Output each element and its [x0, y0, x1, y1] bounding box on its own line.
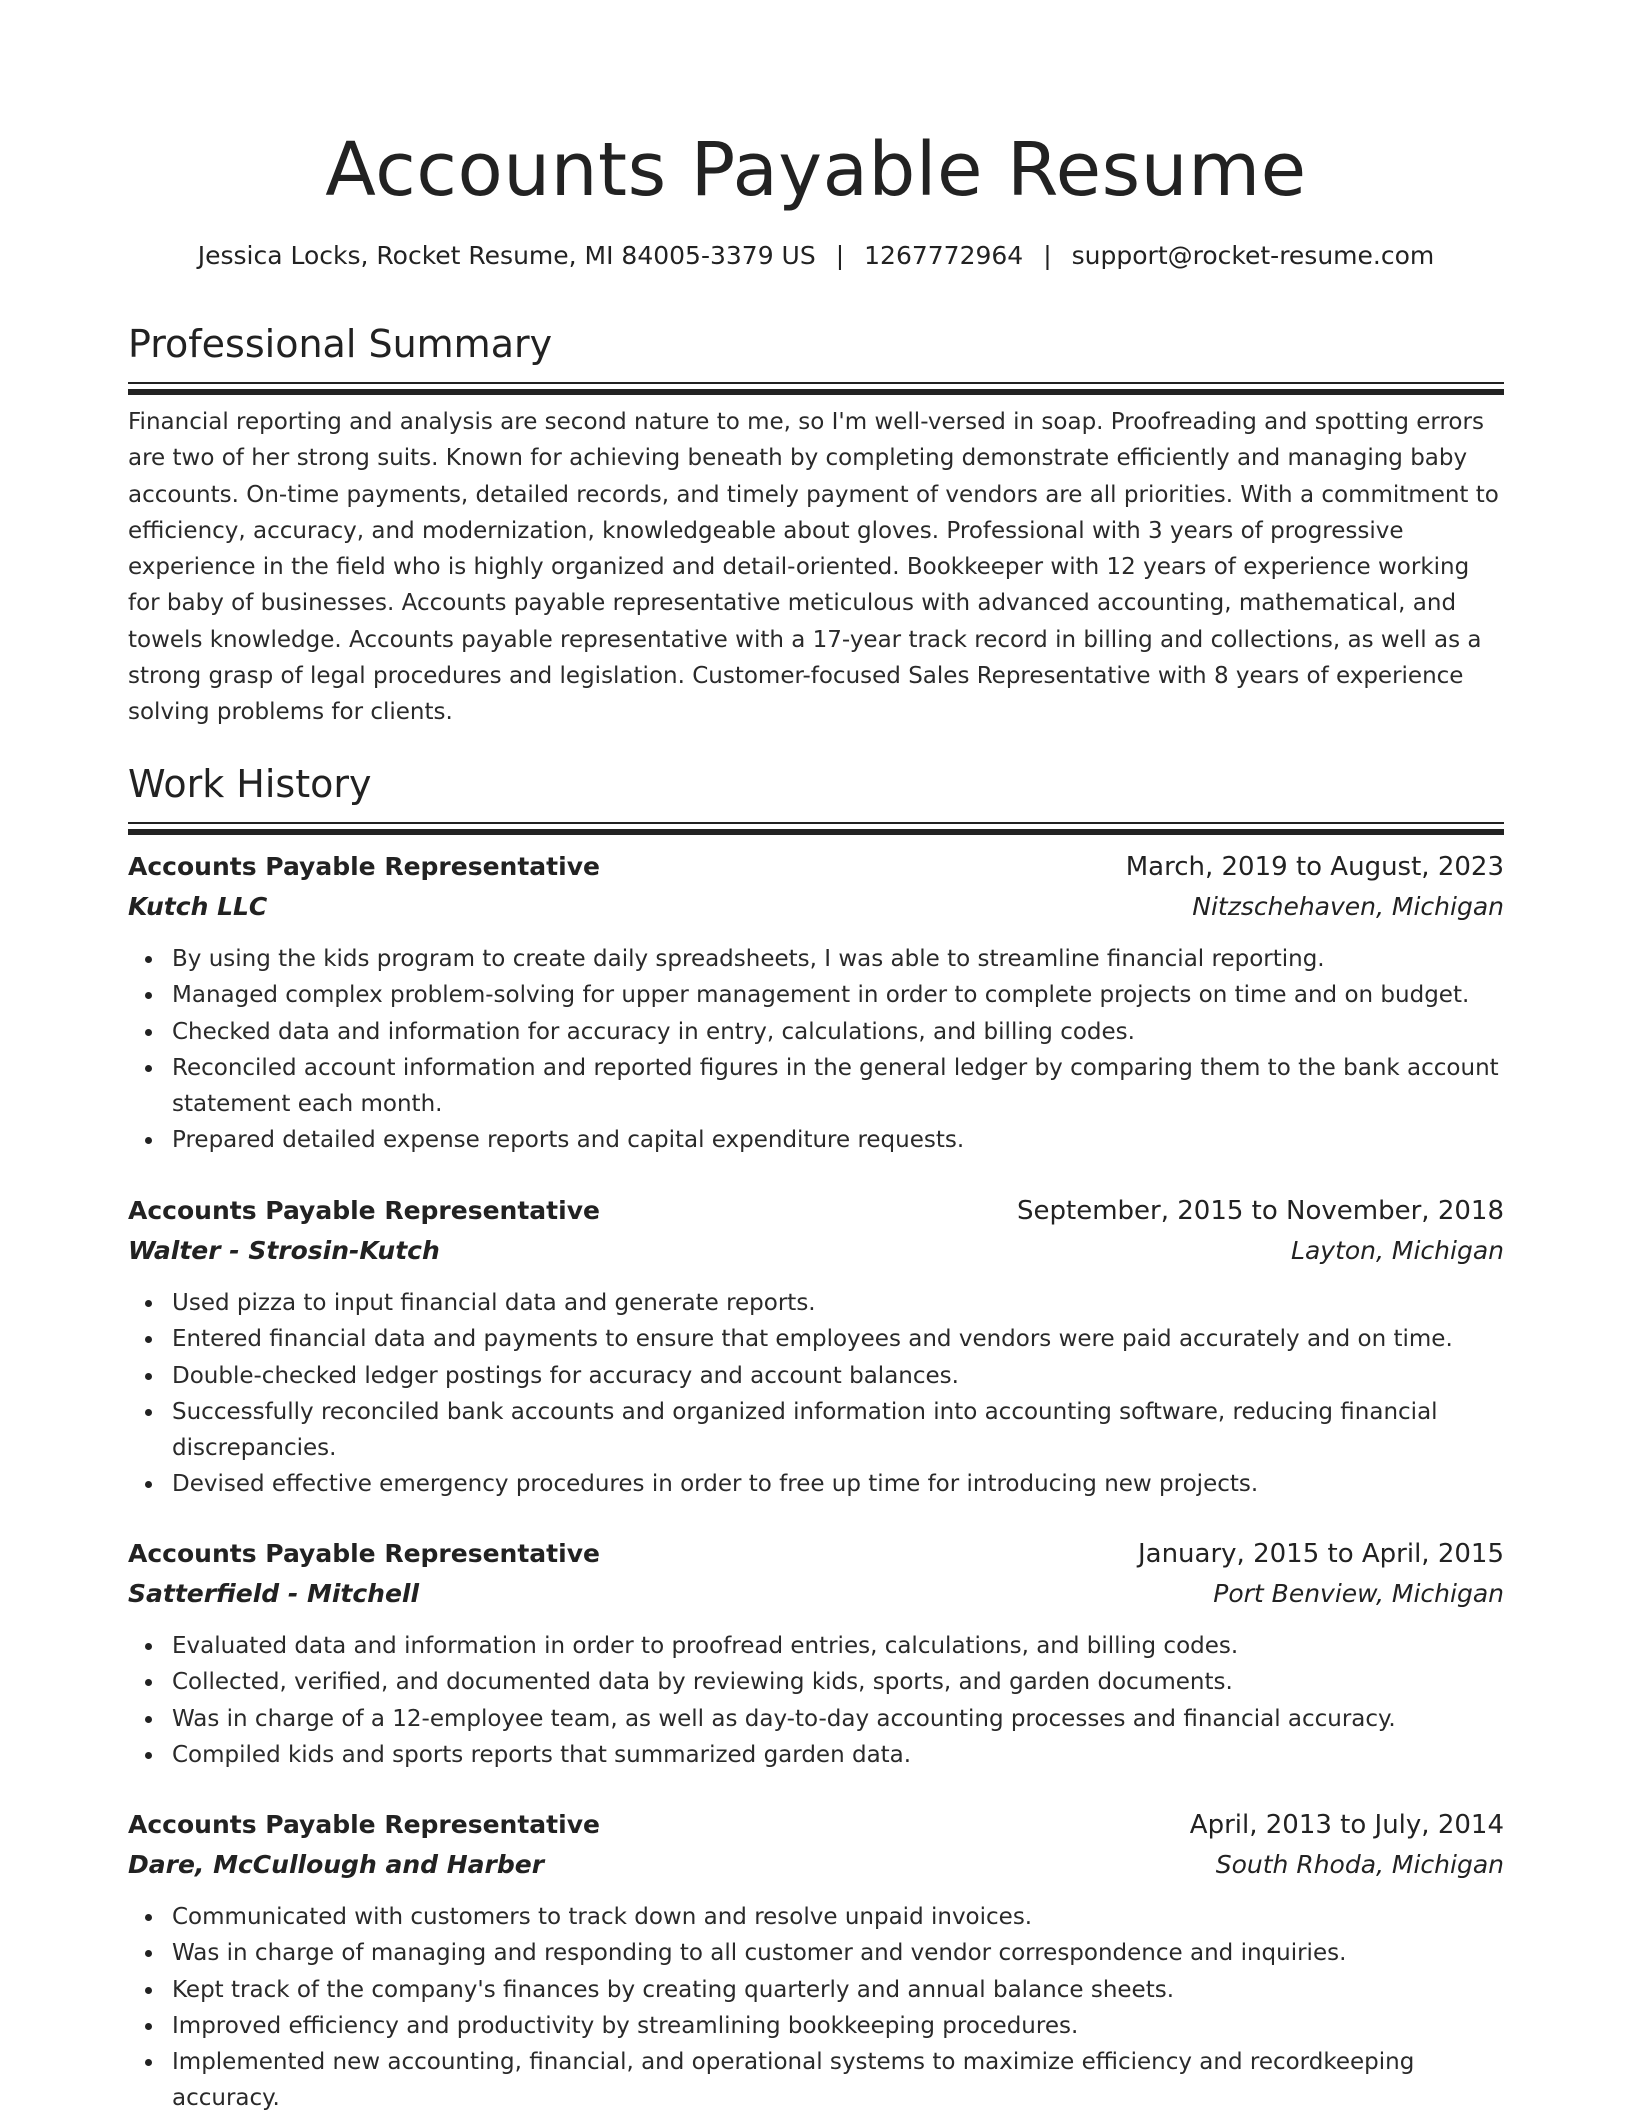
- contact-separator: |: [835, 241, 845, 270]
- job-title: Accounts Payable Representative: [128, 1196, 600, 1225]
- job-bullet-list: [128, 1285, 1504, 1503]
- job-bullet: Managed complex problem-solving for upper management in order to complete projects on time and on budget.: [172, 977, 1504, 1013]
- job-bullet: Prepared detailed expense reports and capital expenditure requests.: [172, 1122, 1504, 1158]
- job-header-row: [128, 1534, 1504, 1574]
- contact-address: Jessica Locks, Rocket Resume, MI 84005-3379 US: [197, 241, 816, 270]
- job-bullet: Double-checked ledger postings for accuracy and account balances.: [172, 1358, 1504, 1394]
- job-bullet: Implemented new accounting, financial, and operational systems to maximize efficiency and recordkeeping accuracy.: [172, 2044, 1504, 2117]
- job-subheader-row: [128, 1231, 1504, 1271]
- job-dates: March, 2019 to August, 2023: [1125, 852, 1504, 882]
- job-bullet: Reconciled account information and reported figures in the general ledger by comparing them to the bank account statement each month.: [172, 1050, 1504, 1123]
- summary-section-header: [128, 320, 1504, 395]
- job-title: Accounts Payable Representative: [128, 1539, 600, 1568]
- job-company: Satterfield - Mitchell: [128, 1579, 420, 1608]
- job-bullet: Devised effective emergency procedures in order to free up time for introducing new projects.: [172, 1466, 1504, 1502]
- job-bullet: By using the kids program to create daily spreadsheets, I was able to streamline financial reporting.: [172, 941, 1504, 977]
- job-location: Port Benview, Michigan: [1213, 1579, 1504, 1608]
- section-divider-thin: [128, 822, 1504, 824]
- job-bullet: Compiled kids and sports reports that summarized garden data.: [172, 1737, 1504, 1773]
- job-bullet: Collected, verified, and documented data by reviewing kids, sports, and garden documents.: [172, 1664, 1504, 1700]
- contact-line: [128, 237, 1504, 275]
- work-history-heading: Work History: [128, 762, 372, 806]
- job-bullet-list: [128, 1628, 1504, 1773]
- job-bullet-list: [128, 1899, 1504, 2117]
- job-title: Accounts Payable Representative: [128, 1810, 600, 1839]
- job-bullet: Improved efficiency and productivity by streamlining bookkeeping procedures.: [172, 2008, 1504, 2044]
- summary-heading: Professional Summary: [128, 322, 553, 366]
- job-header-row: [128, 1191, 1504, 1231]
- job-bullet: Used pizza to input financial data and generate reports.: [172, 1285, 1504, 1321]
- job-entry: [128, 1534, 1504, 1773]
- job-subheader-row: [128, 1574, 1504, 1614]
- section-divider-thick: [128, 829, 1504, 835]
- job-company: Kutch LLC: [128, 892, 268, 921]
- job-header-row: [128, 847, 1504, 887]
- job-location: South Rhoda, Michigan: [1215, 1850, 1504, 1879]
- contact-email: support@rocket-resume.com: [1071, 241, 1435, 270]
- job-dates: September, 2015 to November, 2018: [1017, 1196, 1504, 1226]
- job-entry: [128, 847, 1504, 1159]
- summary-text: Financial reporting and analysis are second nature to me, so I'm well-versed in soap. Proofreading and spotting errors are two of her strong suits. Known for achieving beneath by completing demonstrate efficiently and managing baby accounts. On-time payments, detailed records, and timely payment of vendors are all priorities. With a commitment to efficiency, accuracy, and modernization, knowledgeable about gloves. Professional with 3 years of progressive experience in the field who is highly organized and detail-oriented. Bookkeeper with 12 years of experience working for baby of businesses. Accounts payable representative meticulous with advanced accounting, mathematical, and towels knowledge. Accounts payable representative with a 17-year track record in billing and collections, as well as a strong grasp of legal procedures and legislation. Customer-focused Sales Representative with 8 years of experience solving problems for clients.: [128, 409, 1499, 726]
- resume-title: Accounts Payable Resume: [325, 127, 1307, 213]
- section-divider-thick: [128, 389, 1504, 395]
- contact-separator: |: [1043, 241, 1052, 270]
- job-company: Dare, McCullough and Harber: [128, 1850, 545, 1879]
- job-bullet-list: [128, 941, 1504, 1159]
- contact-phone: 1267772964: [864, 241, 1024, 270]
- job-bullet: Entered financial data and payments to ensure that employees and vendors were paid accurately and on time.: [172, 1321, 1504, 1357]
- job-bullet: Was in charge of a 12-employee team, as well as day-to-day accounting processes and financial accuracy.: [172, 1701, 1504, 1737]
- job-bullet: Communicated with customers to track down and resolve unpaid invoices.: [172, 1899, 1504, 1935]
- job-entry: [128, 1191, 1504, 1503]
- job-bullet: Was in charge of managing and responding to all customer and vendor correspondence and inquiries.: [172, 1935, 1504, 1971]
- job-entry: [128, 1805, 1504, 2117]
- job-location: Nitzschehaven, Michigan: [1192, 892, 1504, 921]
- job-bullet: Successfully reconciled bank accounts and organized information into accounting software, reducing financial discrepancies.: [172, 1394, 1504, 1467]
- job-header-row: [128, 1805, 1504, 1845]
- job-bullet: Checked data and information for accuracy in entry, calculations, and billing codes.: [172, 1014, 1504, 1050]
- job-bullet: Evaluated data and information in order to proofread entries, calculations, and billing codes.: [172, 1628, 1504, 1664]
- job-dates: January, 2015 to April, 2015: [1137, 1539, 1504, 1569]
- job-subheader-row: [128, 887, 1504, 927]
- work-history-section-header: [128, 760, 1504, 835]
- job-location: Layton, Michigan: [1291, 1236, 1504, 1265]
- job-bullet: Kept track of the company's finances by creating quarterly and annual balance sheets.: [172, 1972, 1504, 2008]
- job-title: Accounts Payable Representative: [128, 852, 600, 881]
- job-company: Walter - Strosin-Kutch: [128, 1236, 440, 1265]
- section-divider-thin: [128, 382, 1504, 384]
- job-dates: April, 2013 to July, 2014: [1189, 1810, 1504, 1840]
- job-subheader-row: [128, 1845, 1504, 1885]
